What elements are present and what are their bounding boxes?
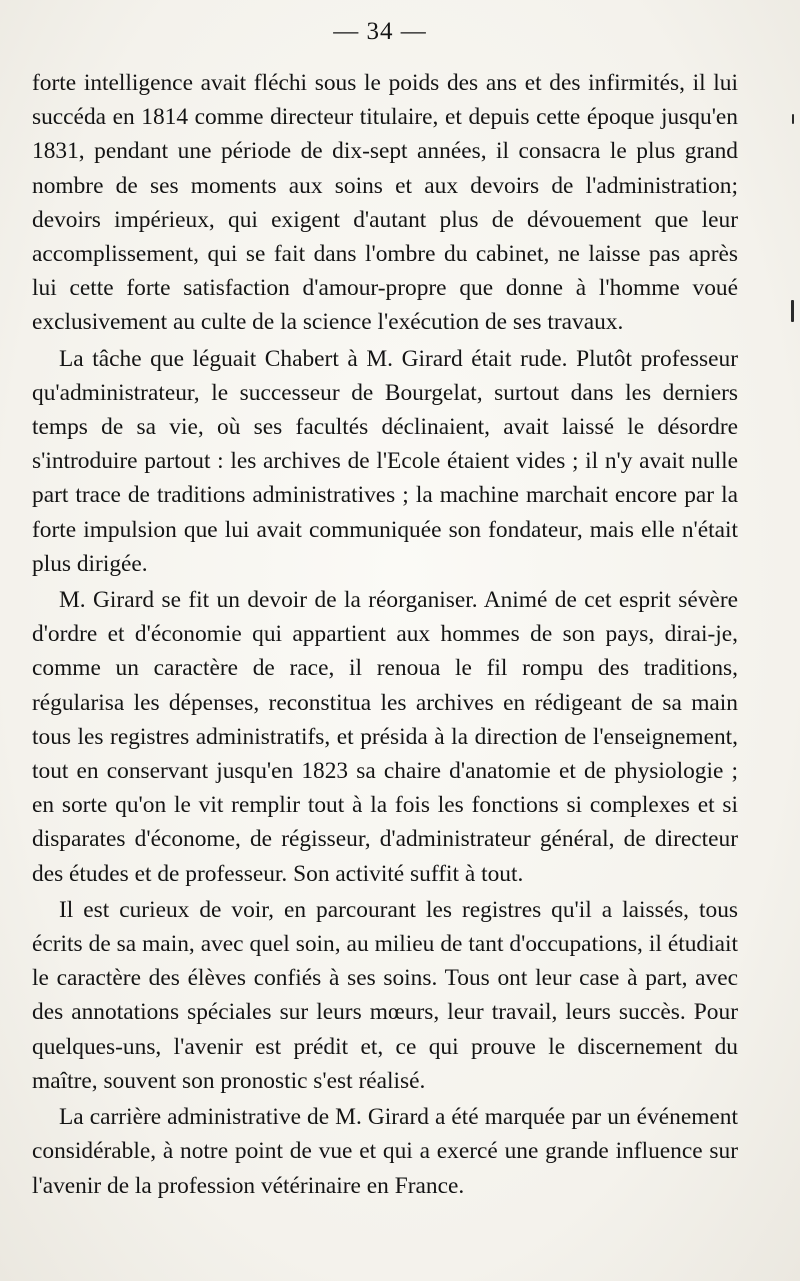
body-text — [32, 66, 738, 1203]
paragraph-1: forte intelligence avait fléchi sous le poids des ans et des infirmités, il lui succéda en 1814 comme directeur titulaire, et depuis cette époque jusqu'en 1831, pendant une période de dix-sept années, il consacra le plus grand nombre de ses moments aux soins et aux devoirs de l'administration; devoirs impérieux, qui exigent d'autant plus de dévouement que leur accomplissement, qui se fait dans l'ombre du cabinet, ne laisse pas après lui cette forte satisfaction d'amour-propre que donne à l'homme voué exclusivement au culte de la science l'exécution de ses travaux. — [32, 70, 738, 336]
page-edge-mark — [792, 114, 794, 124]
paragraph-4: Il est curieux de voir, en parcourant les registres qu'il a laissés, tous écrits de sa main, avec quel soin, au milieu de tant d'occupations, il étudiait le caractère des élèves confiés à ses soins. Tous ont leur case à part, avec des annotations spéciales sur leurs mœurs, leur travail, leurs succès. Pour quelques-uns, l'avenir est prédit et, ce qui prouve le discernement du maître, souvent son pronostic s'est réalisé. — [32, 896, 738, 1094]
paragraph-5: La carrière administrative de M. Girard a été marquée par un événement considérable, à notre point de vue et qui a exercé une grande influence sur l'avenir de la profession vétérinaire en France. — [32, 1104, 738, 1199]
page-number: — 34 — — [333, 18, 427, 45]
paragraph-2: La tâche que léguait Chabert à M. Girard était rude. Plutôt professeur qu'administrateur, le successeur de Bourgelat, surtout dans les derniers temps de sa vie, où ses facultés déclinaient, avait laissé le désordre s'introduire partout : les archives de l'Ecole étaient vides ; il n'y avait nulle part trace de traditions administratives ; la machine marchait encore par la forte impulsion que lui avait communiquée son fondateur, mais elle n'était plus dirigée. — [32, 345, 738, 577]
paragraph-3: M. Girard se fit un devoir de la réorganiser. Animé de cet esprit sévère d'ordre et d'économie qui appartient aux hommes de son pays, dirai-je, comme un caractère de race, il renoua le fil rompu des traditions, régularisa les dépenses, reconstitua les archives en rédigeant de sa main tous les registres administratifs, et présida à la direction de l'enseignement, tout en conservant jusqu'en 1823 sa chaire d'anatomie et de physiologie ; en sorte qu'on le vit remplir tout à la fois les fonctions si complexes et si disparates d'économe, de régisseur, d'administrateur général, de directeur des études et de professeur. Son activité suffit à tout. — [32, 587, 738, 887]
page-edge-mark — [791, 300, 794, 322]
